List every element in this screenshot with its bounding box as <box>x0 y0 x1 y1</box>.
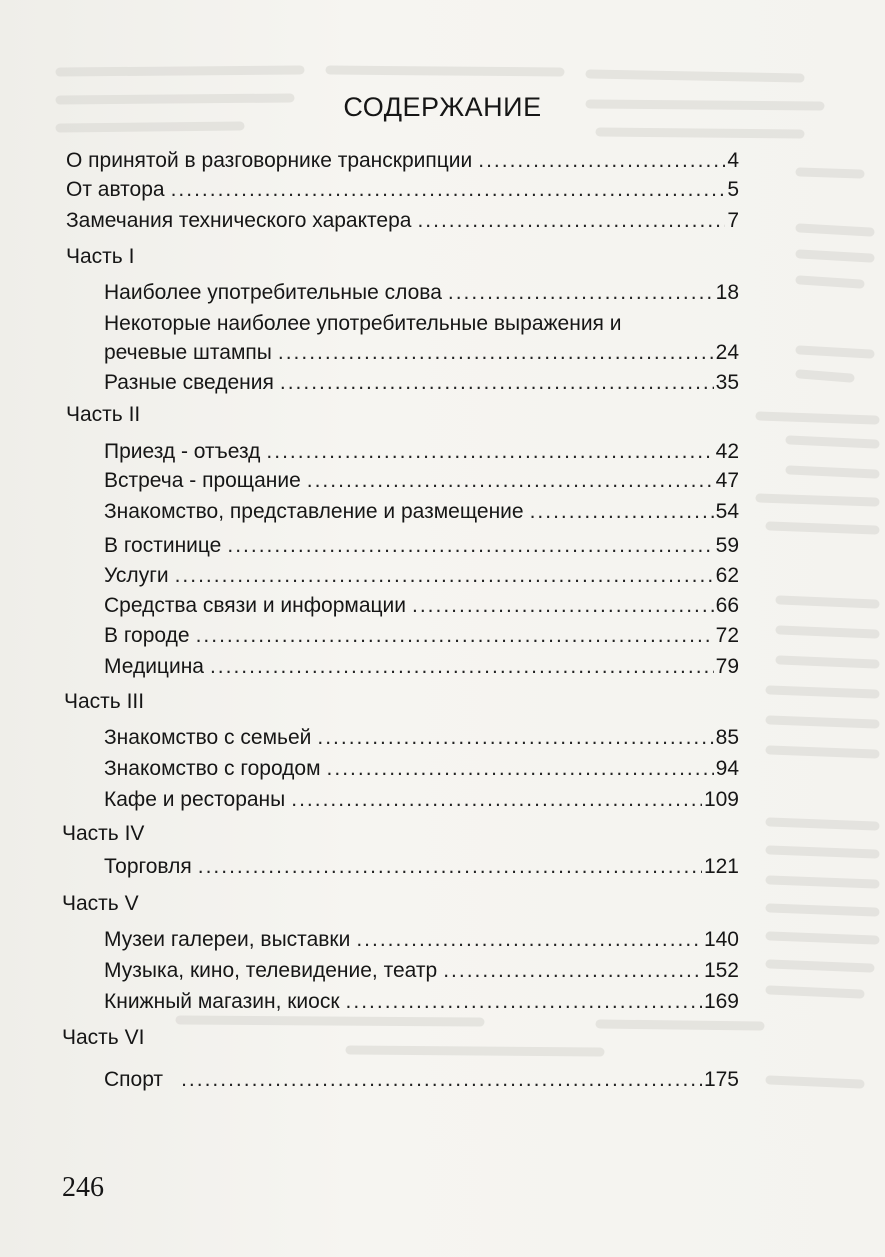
toc-entry-label: В гостинице <box>104 534 222 557</box>
toc-entry <box>104 787 739 813</box>
toc-entry-page: 42 <box>715 440 739 463</box>
dot-leader <box>478 148 725 174</box>
toc-entry-page: 62 <box>715 564 739 587</box>
toc-entry <box>104 958 739 984</box>
toc-entry-label: Знакомство, представление и размещение <box>104 500 524 523</box>
toc-entry <box>66 148 739 174</box>
dot-leader <box>307 468 714 494</box>
dot-leader <box>317 725 713 751</box>
toc-entry <box>104 1067 739 1093</box>
dot-leader <box>198 854 702 880</box>
toc-entry-label: От автора <box>66 178 165 201</box>
toc-entry <box>104 756 739 782</box>
toc-entry-page: 24 <box>715 341 739 364</box>
toc-entry-label: В городе <box>104 624 190 647</box>
toc-entry-page: 109 <box>703 788 739 811</box>
dot-leader <box>227 533 713 559</box>
part-heading: Часть V <box>62 892 139 915</box>
toc-entry-label: О принятой в разговорнике транскрипции <box>66 149 473 172</box>
part-heading: Часть VI <box>62 1026 145 1049</box>
toc-entry <box>104 340 739 366</box>
toc-entry-page: 4 <box>727 149 739 172</box>
dot-leader <box>448 280 714 306</box>
toc-entry-page: 66 <box>715 594 739 617</box>
dot-leader <box>266 439 713 465</box>
toc-entry-label: Встреча - прощание <box>104 469 301 492</box>
toc-entry-label: Медицина <box>104 655 204 678</box>
toc-entry-page: 169 <box>703 990 739 1013</box>
toc-entry <box>104 439 739 465</box>
toc-entry-label: Услуги <box>104 564 169 587</box>
toc-entry <box>104 533 739 559</box>
dot-leader <box>278 340 714 366</box>
toc-entry-page: 47 <box>715 469 739 492</box>
toc-entry-page: 72 <box>715 624 739 647</box>
toc-entry-page: 175 <box>703 1068 739 1091</box>
toc-entry-label: Книжный магазин, киоск <box>104 990 340 1013</box>
toc-entry-label: Знакомство с семьей <box>104 726 312 749</box>
dot-leader <box>210 654 714 680</box>
dot-leader <box>175 563 714 589</box>
toc-entry-page: 18 <box>715 281 739 304</box>
dot-leader <box>196 623 714 649</box>
toc-entry <box>104 280 739 306</box>
part-heading: Часть IV <box>62 822 145 845</box>
toc-entry <box>104 468 739 494</box>
dot-leader <box>346 989 702 1015</box>
toc-entry-label: Кафе и рестораны <box>104 788 286 811</box>
part-heading: Часть II <box>66 403 141 426</box>
toc-entry-page: 94 <box>715 757 739 780</box>
dot-leader <box>327 756 714 782</box>
toc-entry <box>104 563 739 589</box>
toc-entry <box>104 854 739 880</box>
toc-entry-page: 59 <box>715 534 739 557</box>
dot-leader <box>412 593 714 619</box>
toc-entry-page: 54 <box>715 500 739 523</box>
dot-leader <box>181 1067 702 1093</box>
toc-entry-label: Наиболее употребительные слова <box>104 281 442 304</box>
toc-entry-page: 5 <box>727 178 739 201</box>
toc-entry-page: 79 <box>715 655 739 678</box>
toc-entry-label: речевые штампы <box>104 341 272 364</box>
toc-entry-page: 7 <box>727 209 739 232</box>
toc-entry-label: Спорт <box>104 1068 164 1091</box>
toc-entry-label: Приезд - отъезд <box>104 440 261 463</box>
toc-entry-page: 85 <box>715 726 739 749</box>
dot-leader <box>171 177 726 203</box>
toc-entry <box>104 499 739 525</box>
dot-leader <box>356 927 702 953</box>
dot-leader <box>530 499 714 525</box>
toc-entry <box>66 177 739 203</box>
toc-entry-page: 152 <box>703 959 739 982</box>
toc-entry <box>104 725 739 751</box>
toc-entry <box>104 370 739 396</box>
toc-entry-label: Средства связи и информации <box>104 594 406 617</box>
part-heading: Часть I <box>66 245 135 268</box>
dot-leader <box>291 787 702 813</box>
dot-leader <box>280 370 714 396</box>
dot-leader <box>443 958 702 984</box>
toc-entry-label: Разные сведения <box>104 371 274 394</box>
toc-entry-label: Знакомство с городом <box>104 757 321 780</box>
part-heading: Часть III <box>64 690 145 713</box>
toc-entry-page: 121 <box>703 855 739 878</box>
toc-entry-label: Музыка, кино, телевидение, театр <box>104 959 438 982</box>
toc-entry <box>104 989 739 1015</box>
page-number: 246 <box>62 1172 104 1203</box>
toc-entry <box>104 623 739 649</box>
toc-entry-label: Музеи галереи, выставки <box>104 928 351 951</box>
toc-entry-label: Замечания технического характера <box>66 209 412 232</box>
toc-entry-page: 140 <box>703 928 739 951</box>
toc-entry-label: Торговля <box>104 855 192 878</box>
toc-entry <box>104 593 739 619</box>
toc-entry-label-line1: Некоторые наиболее употребительные выражения и <box>104 312 622 335</box>
toc-entry <box>104 654 739 680</box>
toc-entry-page: 35 <box>715 371 739 394</box>
toc-entry <box>66 208 739 234</box>
dot-leader <box>417 208 725 234</box>
page-title: СОДЕРЖАНИЕ <box>343 92 542 122</box>
toc-entry <box>104 927 739 953</box>
